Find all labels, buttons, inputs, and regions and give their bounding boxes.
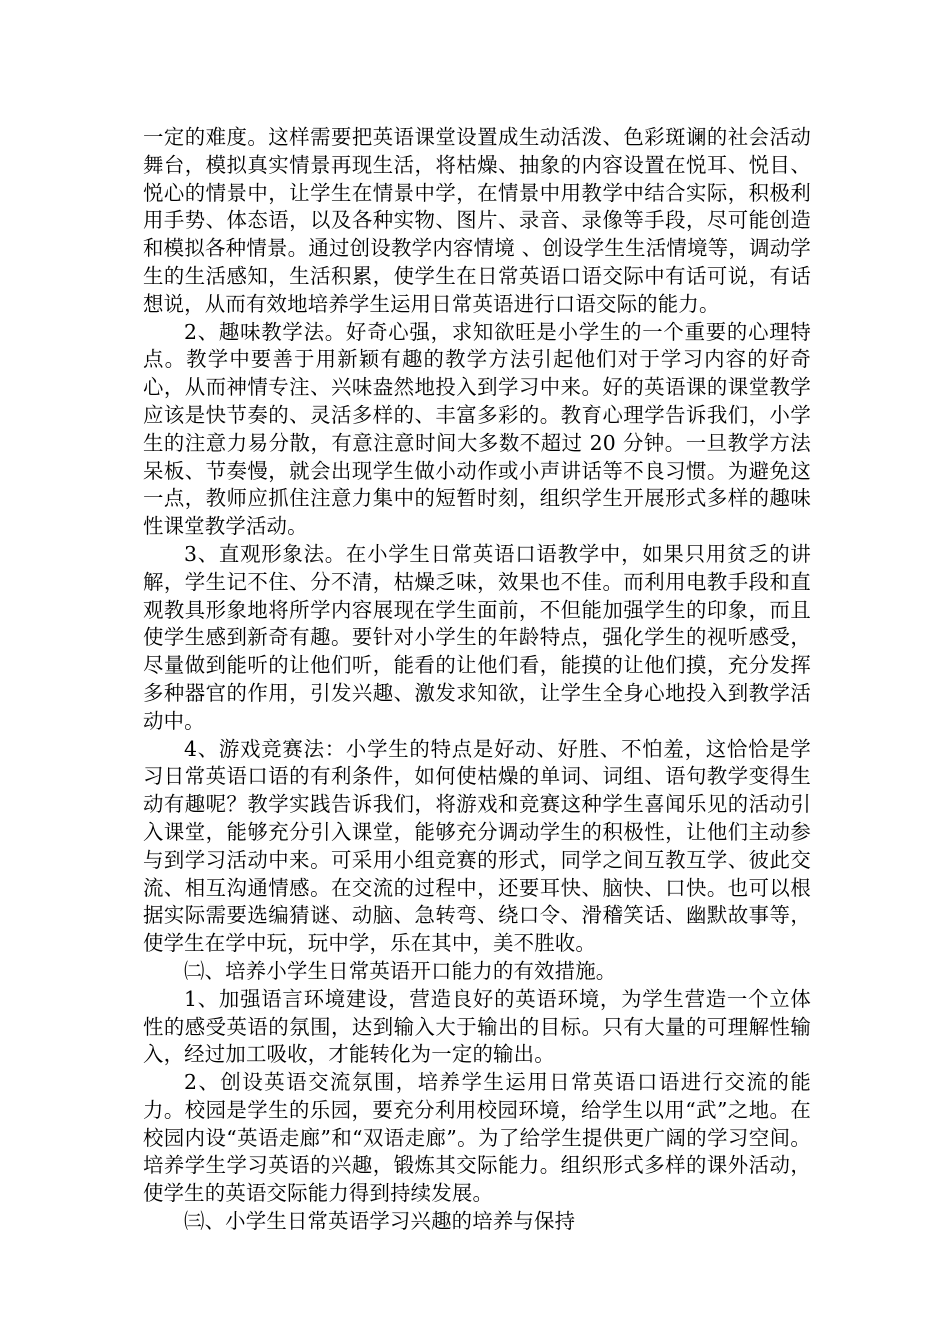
paragraph-intro-continued: 一定的难度。这样需要把英语课堂设置成生动活泼、色彩斑谰的社会活动舞台，模拟真实情景再现生活，将枯燥、抽象的内容设置在悦耳、悦目、悦心的情景中，让学生在情景中学，在情景中用教学中结合实际，积极利用手势、体态语，以及各种实物、图片、录音、录像等手段，尽可能创造和模拟各种情景。通过创设教学内容情境 、创设学生生活情境等，调动学生的生活感知，生活积累，使学生在日常英语口语交际中有话可说，有话想说，从而有效地培养学生运用日常英语进行口语交际的能力。 bbox=[143, 125, 811, 316]
paragraph-visual-method: 3、直观形象法。在小学生日常英语口语教学中，如果只用贫乏的讲解，学生记不住、分不清，枯燥乏味，效果也不佳。而利用电教手段和直观教具形象地将所学内容展现在学生面前，不但能加强学生的印象，而且使学生感到新奇有趣。要针对小学生的年龄特点，强化学生的视听感受，尽量做到能听的让他们听，能看的让他们看，能摸的让他们摸，充分发挥多种器官的作用，引发兴趣、激发求知欲，让学生全身心地投入到教学活动中。 bbox=[143, 541, 811, 733]
section-heading-speaking-measures: ㈡、培养小学生日常英语开口能力的有效措施。 bbox=[184, 958, 617, 983]
paragraph-language-environment: 1、加强语言环境建设，营造良好的英语环境，为学生营造一个立体性的感受英语的氛围，达到输入大于输出的目标。只有大量的可理解性输入，经过加工吸收，才能转化为一定的输出。 bbox=[143, 986, 811, 1067]
paragraph-game-method: 4、游戏竞赛法：小学生的特点是好动、好胜、不怕羞，这恰恰是学习日常英语口语的有利条件，如何使枯燥的单词、词组、语句教学变得生动有趣呢？教学实践告诉我们，将游戏和竞赛这种学生喜闻乐见的活动引入课堂，能够充分引入课堂，能够充分调动学生的积极性，让他们主动参与到学习活动中来。可采用小组竞赛的形式，同学之间互教互学、彼此交流、相互沟通情感。在交流的过程中，还要耳快、脑快、口快。也可以根据实际需要选编猜谜、动脑、急转弯、绕口令、滑稽笑话、幽默故事等，使学生在学中玩，玩中学，乐在其中，美不胜收。 bbox=[143, 736, 811, 956]
paragraph-interest-method: 2、趣味教学法。好奇心强，求知欲旺是小学生的一个重要的心理特点。教学中要善于用新颖有趣的教学方法引起他们对于学习内容的好奇心，从而神情专注、兴味盎然地投入到学习中来。好的英语课的课堂教学应该是快节奏的、灵活多样的、丰富多彩的。教育心理学告诉我们，小学生的注意力易分散，有意注意时间大多数不超过 20 分钟。一旦教学方法呆板、节奏慢，就会出现学生做小动作或小声讲话等不良习惯。为避免这一点，教师应抓住注意力集中的短暂时刻，组织学生开展形式多样的趣味性课堂教学活动。 bbox=[143, 319, 811, 539]
paragraph-communication-atmosphere: 2、创设英语交流氛围，培养学生运用日常英语口语进行交流的能力。校园是学生的乐园，要充分利用校园环境，给学生以用“武”之地。在校园内设“英语走廊”和“双语走廊”。为了给学生提供更广阔的学习空间。培养学生学习英语的兴趣，锻炼其交际能力。组织形式多样的课外活动，使学生的英语交际能力得到持续发展。 bbox=[143, 1070, 811, 1206]
document-body bbox=[143, 124, 811, 1236]
section-heading-interest: ㈢、小学生日常英语学习兴趣的培养与保持 bbox=[184, 1209, 576, 1234]
